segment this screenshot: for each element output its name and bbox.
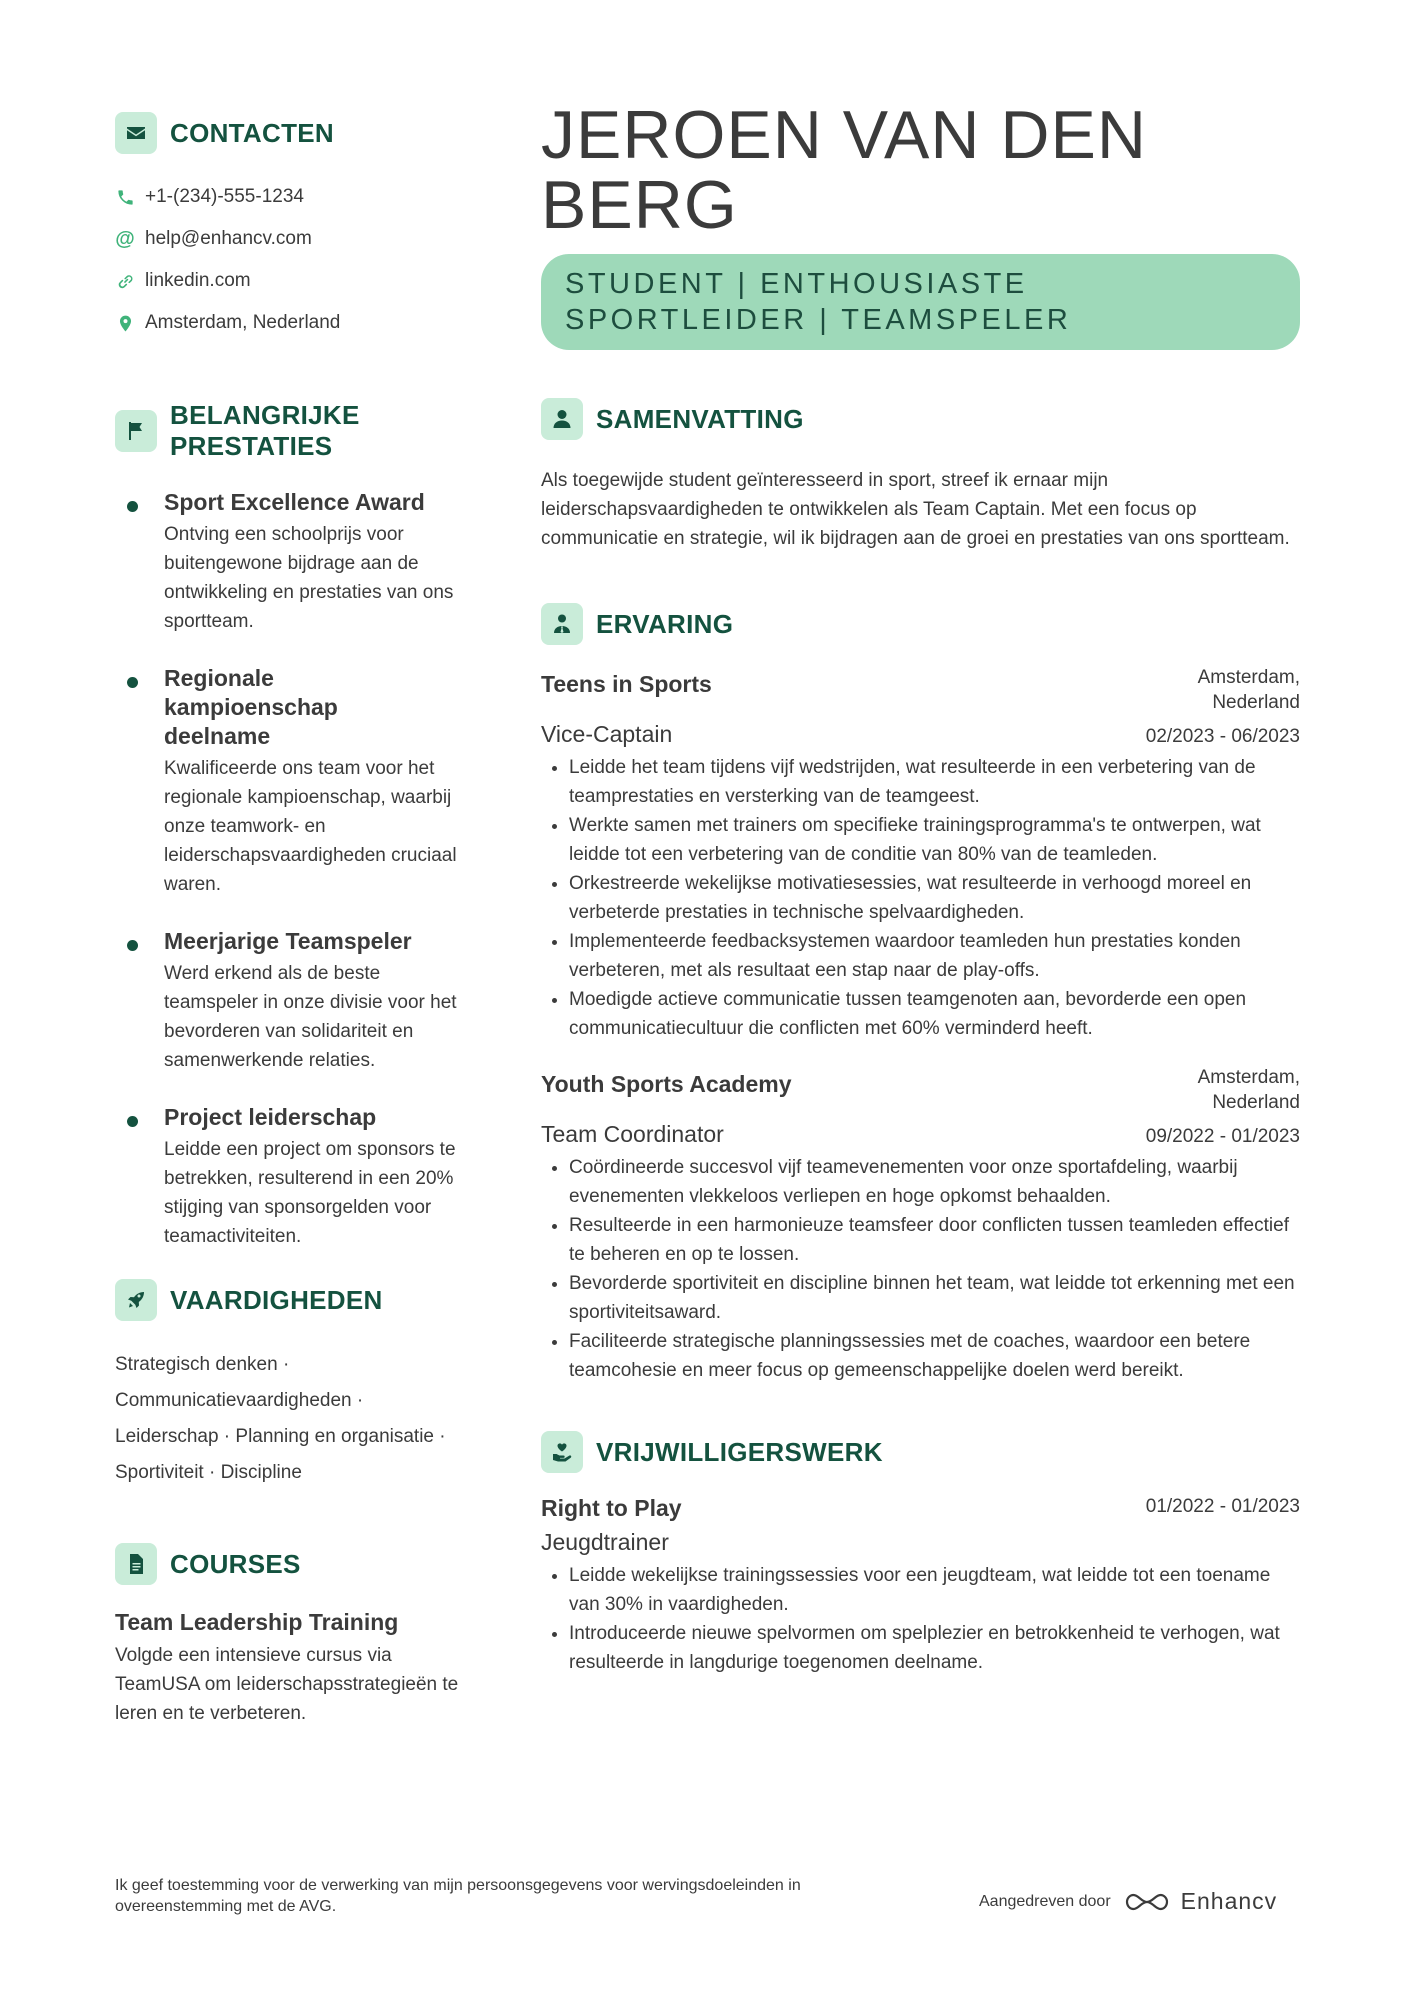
job-role: Vice-Captain (541, 721, 673, 747)
volunteer-header (541, 1431, 1300, 1473)
summary-header (541, 398, 1300, 440)
achievement-title: Sport Excellence Award (164, 489, 425, 515)
bullet-item: • Werkte samen met trainers om specifieke trainingsprogramma's te ontwerpen, wat leidde tot een verbetering van de conditie van 80% van de teamleden. (569, 811, 1300, 869)
course-desc: Volgde een intensieve cursus via TeamUSA om leiderschapsstrategieën te leren en te verbeteren. (115, 1645, 459, 1724)
document-icon (115, 1543, 157, 1585)
location-pin-icon (115, 313, 135, 333)
job-role-row (541, 1119, 1300, 1149)
achievement-desc: Kwalificeerde ons team voor het regionale kampioenschap, waarbij onze teamwork- en leiderschapsvaardigheden cruciaal waren. (164, 758, 457, 895)
consent-note: Ik geef toestemming voor de verwerking van mijn persoonsgegevens voor wervingsdoeleinden in overeenstemming met de AVG. (115, 1877, 801, 1915)
skills-title: VAARDIGHEDEN (170, 1284, 383, 1315)
bullet-item: • Implementeerde feedbacksystemen waardoor teamleden hun prestaties konden verbeteren, met als resultaat een stap naar de play-offs. (569, 927, 1300, 985)
skills-line: Strategisch denken · (115, 1354, 290, 1375)
job-dates: 02/2023 - 06/2023 (1145, 726, 1300, 747)
bullet-dot (127, 1116, 138, 1127)
enhancv-logo-icon (1123, 1889, 1171, 1915)
achievement-desc: Ontving een schoolprijs voor buitengewone bijdrage aan de ontwikkeling en prestaties van ons sportteam. (164, 524, 454, 632)
powered-by-label: Aangedreven door (979, 1892, 1111, 1910)
contacts-title: CONTACTEN (170, 117, 334, 148)
job-dates: 01/2022 - 01/2023 (1145, 1496, 1300, 1517)
hand-heart-icon (541, 1431, 583, 1473)
skills-section (115, 1279, 470, 1491)
skills-list (115, 1347, 470, 1491)
volunteer-section (541, 1431, 1300, 1677)
achievement-item (115, 927, 470, 1075)
courses-section (115, 1543, 470, 1728)
achievements-title: BELANGRIJKE PRESTATIES (170, 400, 360, 461)
right-column (541, 97, 1300, 1699)
skills-line: Communicatievaardigheden · (115, 1390, 364, 1411)
experience-entry (541, 665, 1300, 1043)
course-item (115, 1607, 470, 1728)
flag-icon (115, 410, 157, 452)
job-bullets (541, 1561, 1300, 1677)
bullet-item: • Resulteerde in een harmonieuze teamsfeer door conflicten tussen teamleden effectief te beheren en op te lossen. (569, 1211, 1300, 1269)
job-role: Jeugdtrainer (541, 1529, 669, 1555)
job-location: Amsterdam, Nederland (1197, 667, 1300, 713)
experience-header (541, 603, 1300, 645)
job-role-row (541, 719, 1300, 749)
contact-location (115, 302, 470, 344)
job-company: Teens in Sports (541, 671, 712, 697)
job-company: Right to Play (541, 1495, 682, 1521)
experience-entry (541, 1065, 1300, 1385)
skills-line: Sportiviteit · Discipline (115, 1462, 302, 1483)
job-role: Team Coordinator (541, 1121, 724, 1147)
summary-text: Als toegewijde student geïnteresseerd in sport, streef ik ernaar mijn leiderschapsvaardigheden te ontwikkelen als Team Captain. Met een focus op communicatie en strategie, wil ik bijdragen aan de groei en prestaties van ons sportteam. (541, 470, 1290, 549)
job-company: Youth Sports Academy (541, 1071, 792, 1097)
job-bullets (541, 1153, 1300, 1385)
link-icon (115, 271, 135, 291)
experience-title: ERVARING (596, 608, 734, 639)
job-top-row (541, 1493, 1300, 1523)
job-role-row (541, 1527, 1300, 1557)
contacts-section (115, 112, 470, 344)
job-location: Amsterdam, Nederland (1197, 1067, 1300, 1113)
bullet-item: • Introduceerde nieuwe spelvormen om spelplezier en betrokkenheid te verhogen, wat resulteerde in langdurige toegenomen deelname. (569, 1619, 1300, 1677)
job-top-row (541, 1065, 1300, 1115)
job-top-row (541, 665, 1300, 715)
linkedin-text: linkedin.com (145, 270, 251, 291)
skills-header (115, 1279, 470, 1321)
achievements-section (115, 400, 470, 1251)
briefcase-person-icon (541, 603, 583, 645)
achievements-header (115, 400, 470, 462)
phone-icon (115, 187, 135, 207)
achievement-item (115, 488, 470, 636)
rocket-icon (115, 1279, 157, 1321)
brand-name: Enhancv (1180, 1888, 1278, 1914)
bullet-item: • Faciliteerde strategische planningssessies met de coaches, waardoor een betere teamcohesie en meer focus op gemeenschappelijke doelen werd bereikt. (569, 1327, 1300, 1385)
contact-linkedin[interactable] (115, 260, 470, 302)
job-dates: 09/2022 - 01/2023 (1145, 1126, 1300, 1147)
bullet-item: • Moedigde actieve communicatie tussen teamgenoten aan, bevorderde een open communicatiecultuur die conflicten met 60% verminderd heeft. (569, 985, 1300, 1043)
volunteer-title: VRIJWILLIGERSWERK (596, 1436, 883, 1467)
bullet-dot (127, 501, 138, 512)
volunteer-entry (541, 1493, 1300, 1677)
courses-title: COURSES (170, 1548, 301, 1579)
bullet-dot (127, 940, 138, 951)
summary-section (541, 398, 1300, 553)
powered-by[interactable] (979, 1888, 1277, 1915)
achievement-desc: Leidde een project om sponsors te betrekken, resulterend in een 20% stijging van sponsorgelden voor teamactiviteiten. (164, 1139, 456, 1247)
achievement-item (115, 1103, 470, 1251)
achievement-item (115, 664, 470, 899)
courses-header (115, 1543, 470, 1585)
contact-phone[interactable] (115, 176, 470, 218)
experience-section (541, 603, 1300, 1385)
achievement-title: Project leiderschap (164, 1104, 377, 1130)
summary-title: SAMENVATTING (596, 403, 804, 434)
left-column (115, 112, 470, 1728)
achievement-desc: Werd erkend als de beste teamspeler in onze divisie voor het bevorderen van solidariteit en samenwerkende relaties. (164, 963, 457, 1071)
bullet-item: • Orkestreerde wekelijkse motivatiesessies, wat resulteerde in verhoogd moreel en verbeterde prestaties in technische spelvaardigheden. (569, 869, 1300, 927)
achievement-title: Meerjarige Teamspeler (164, 928, 412, 954)
bullet-item: • Leidde het team tijdens vijf wedstrijden, wat resulteerde in een verbetering van de teamprestaties en versterking van de teamgeest. (569, 753, 1300, 811)
bullet-dot (127, 677, 138, 688)
phone-text: +1-(234)-555-1234 (145, 186, 304, 207)
skills-line: Leiderschap · Planning en organisatie · (115, 1426, 446, 1447)
contact-email[interactable] (115, 218, 470, 260)
location-text: Amsterdam, Nederland (145, 312, 341, 333)
bullet-item: • Leidde wekelijkse trainingssessies voor een jeugdteam, wat leidde tot een toename van 30% in vaardigheden. (569, 1561, 1300, 1619)
email-text: help@enhancv.com (145, 228, 312, 249)
headline-tagline: STUDENT | ENTHOUSIASTE SPORTLEIDER | TEAMSPELER (541, 254, 1300, 350)
candidate-name: JEROEN VAN DEN BERG (541, 97, 1147, 243)
contacts-header (115, 112, 470, 154)
envelope-icon (115, 112, 157, 154)
bullet-item: • Coördineerde succesvol vijf teamevenementen voor onze sportafdeling, waarbij evenementen vlekkeloos verliepen en hoge opkomst behaalden. (569, 1153, 1300, 1211)
course-title: Team Leadership Training (115, 1609, 399, 1635)
person-icon (541, 398, 583, 440)
bullet-item: • Bevorderde sportiviteit en discipline binnen het team, wat leidde tot erkenning met een sportiviteitsaward. (569, 1269, 1300, 1327)
job-bullets (541, 753, 1300, 1043)
achievement-title: Regionale kampioenschap deelname (164, 665, 338, 749)
at-icon: @ (115, 227, 135, 250)
